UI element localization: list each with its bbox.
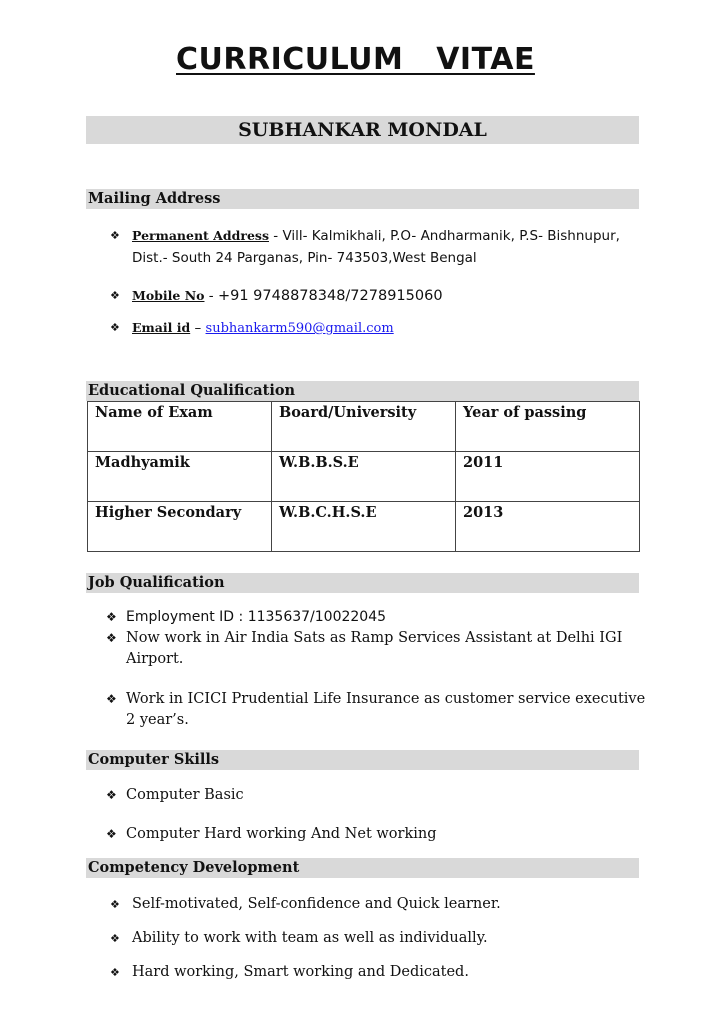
mobile-number: +91 9748878348/7278915060 <box>217 288 443 304</box>
table-cell: Madhyamik <box>88 452 272 502</box>
table-row <box>88 452 640 502</box>
bullet-icon: ❖ <box>110 321 120 334</box>
list-item: ❖ Hard working, Smart working and Dedicated. <box>110 962 650 983</box>
mailing-address-heading: Mailing Address <box>86 189 639 209</box>
computer-skills-heading: Computer Skills <box>86 750 639 770</box>
table-row <box>88 502 640 552</box>
bullet-icon: ❖ <box>110 932 120 945</box>
table-header-cell: Board/University <box>272 402 456 452</box>
list-item: ❖ Work in ICICI Prudential Life Insurance as customer service executive 2 year’s. <box>106 689 646 731</box>
permanent-address-line1: Vill- Kalmikhali, P.O- Andharmanik, P.S- Bishnupur, <box>282 228 620 244</box>
list-item: ❖ Computer Basic <box>106 785 646 806</box>
bullet-icon: ❖ <box>106 692 117 706</box>
bullet-icon: ❖ <box>106 610 117 624</box>
permanent-address-label: Permanent Address <box>132 228 269 243</box>
table-header-cell: Year of passing <box>456 402 640 452</box>
list-item: ❖ Computer Hard working And Net working <box>106 824 646 845</box>
candidate-name: SUBHANKAR MONDAL <box>86 116 639 144</box>
bullet-icon: ❖ <box>110 229 120 242</box>
list-item: ❖ Now work in Air India Sats as Ramp Services Assistant at Delhi IGI Airport. <box>106 628 646 670</box>
list-item: ❖ Employment ID : 1135637/10022045 <box>106 607 646 628</box>
table-cell: 2011 <box>456 452 640 502</box>
email-link[interactable]: subhankarm590@gmail.com <box>205 321 394 336</box>
table-cell: W.B.B.S.E <box>272 452 456 502</box>
education-heading: Educational Qualification <box>86 381 639 401</box>
job-heading: Job Qualification <box>86 573 639 593</box>
bullet-icon: ❖ <box>110 966 120 979</box>
permanent-address-line2: Dist.- South 24 Parganas, Pin- 743503,West Bengal <box>132 250 477 266</box>
email-label: Email id <box>132 320 191 335</box>
table-cell: 2013 <box>456 502 640 552</box>
table-cell: Higher Secondary <box>88 502 272 552</box>
bullet-icon: ❖ <box>106 631 117 645</box>
permanent-address-item: ❖ Permanent Address - Vill- Kalmikhali, P.O- Andharmanik, P.S- Bishnupur, Dist.- South 24 Parganas, Pin- 743503,West Bengal <box>110 225 650 269</box>
mobile-label-text: Mobile No <box>132 288 205 303</box>
competency-heading: Competency Development <box>86 858 639 878</box>
bullet-icon: ❖ <box>106 827 117 841</box>
list-item: ❖ Ability to work with team as well as individually. <box>110 928 650 949</box>
table-header-row <box>88 402 640 452</box>
table-cell: W.B.C.H.S.E <box>272 502 456 552</box>
bullet-icon: ❖ <box>110 289 120 302</box>
education-table <box>87 401 640 552</box>
bullet-icon: ❖ <box>110 898 120 911</box>
list-item: ❖ Self-motivated, Self-confidence and Quick learner. <box>110 894 650 915</box>
table-header-cell: Name of Exam <box>88 402 272 452</box>
mobile-row: ❖ Mobile No - +91 9748878348/7278915060 <box>110 285 650 307</box>
document-title: CURRICULUM VITAE <box>176 42 535 77</box>
bullet-icon: ❖ <box>106 788 117 802</box>
email-item: ❖ Email id – subhankarm590@gmail.com <box>110 317 650 340</box>
